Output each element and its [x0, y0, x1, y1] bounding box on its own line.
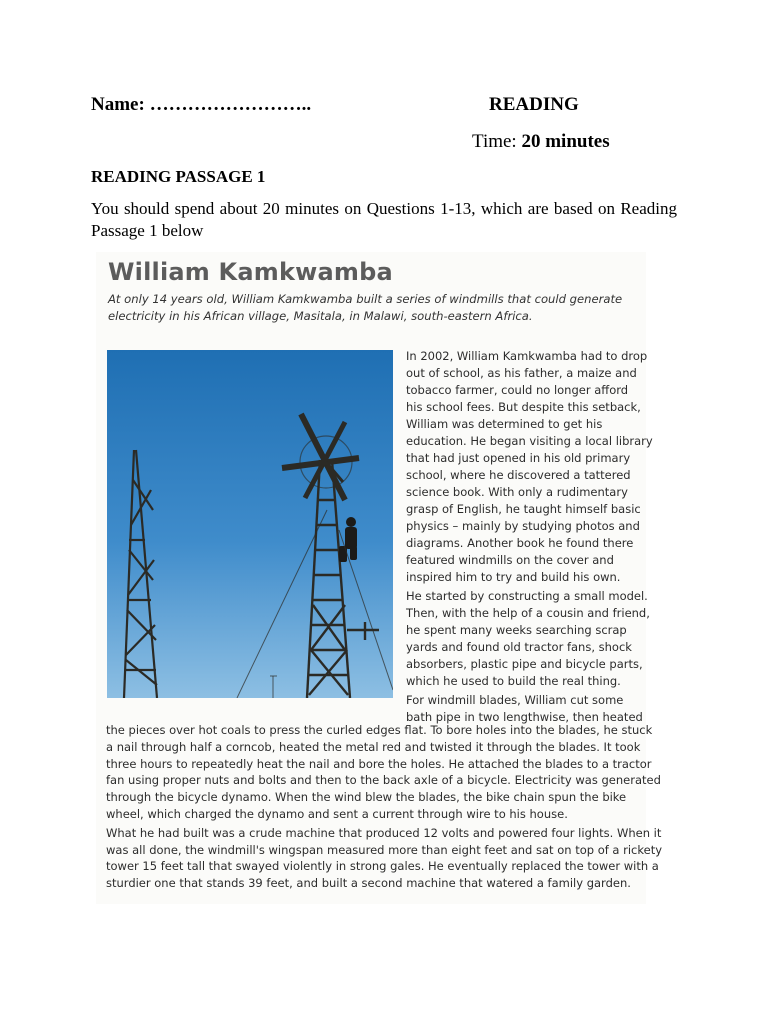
article-title: William Kamkwamba — [108, 258, 393, 286]
article-lead — [108, 291, 623, 325]
text-line: which he used to build the real thing. — [406, 674, 621, 688]
paragraph — [406, 588, 650, 690]
text-line: science book. With only a rudimentary — [406, 485, 628, 499]
instructions-text: You should spend about 20 minutes on Questions 1-13, which are based on Reading Passage 1 below — [91, 199, 677, 240]
time-limit — [472, 131, 610, 153]
lead-line: electricity in his African village, Masitala, in Malawi, south-eastern Africa. — [108, 309, 533, 323]
article-scan — [96, 252, 663, 904]
text-line: Then, with the help of a cousin and friend, — [406, 606, 650, 620]
text-line: In 2002, William Kamkwamba had to drop — [406, 349, 648, 363]
text-line: tobacco farmer, could no longer afford — [406, 383, 629, 397]
text-line: the pieces over hot coals to press the curled edges flat. To bore holes into the blades, he stuck — [106, 723, 653, 737]
paragraph — [406, 692, 644, 726]
text-line: he spent many weeks searching scrap — [406, 623, 627, 637]
text-line: out of school, as his father, a maize and — [406, 366, 637, 380]
text-line: fan using proper nuts and bolts and then to the back axle of a bicycle. Electricity was generated — [106, 773, 661, 788]
text-line: inspired him to try and build his own. — [406, 570, 621, 584]
text-line: featured windmills on the cover and — [406, 553, 614, 567]
paragraph — [406, 348, 653, 586]
paragraph — [106, 722, 661, 823]
text-line: that had just opened in his old primary — [406, 451, 631, 465]
text-line: diagrams. Another book he found there — [406, 536, 634, 550]
name-field-label — [91, 94, 311, 116]
text-line: sturdier one that stands 39 feet, and built a second machine that watered a family garden. — [106, 876, 631, 891]
paragraph — [106, 825, 663, 892]
windmill-photo — [107, 350, 393, 698]
text-line: He started by constructing a small model. — [406, 589, 648, 603]
time-label: Time: — [472, 131, 517, 152]
text-line: through the bicycle dynamo. When the wind blew the blades, the bike chain spun the bike — [106, 790, 627, 805]
text-line: What he had built was a crude machine that produced 12 volts and powered four lights. When it — [106, 825, 662, 840]
column-text — [406, 348, 653, 726]
text-line: his school fees. But despite this setback, — [406, 400, 641, 414]
text-line: William was determined to get his — [406, 417, 603, 431]
text-line: bath pipe in two lengthwise, then heated — [406, 710, 643, 724]
text-line: physics – mainly by studying photos and — [406, 519, 640, 533]
passage-heading: READING PASSAGE 1 — [91, 167, 266, 186]
text-line: was all done, the windmill's wingspan measured more than eight feet and sat on top of a rickety — [106, 842, 663, 857]
lead-line: At only 14 years old, William Kamkwamba built a series of windmills that could generate — [108, 292, 623, 306]
text-line: three hours to repeatedly heat the nail and bore the holes. He attached the blades to a tractor — [106, 756, 652, 771]
text-line: education. He began visiting a local library — [406, 434, 653, 448]
text-line: grasp of English, he taught himself basic — [406, 502, 641, 516]
text-line: For windmill blades, William cut some — [406, 693, 624, 707]
time-value: 20 minutes — [521, 131, 610, 152]
text-line: a nail through half a corncob, heated the metal red and twisted it through the blades. It took — [106, 739, 641, 754]
full-width-text — [106, 722, 663, 894]
text-line: school, where he discovered a tattered — [406, 468, 631, 482]
section-title: READING — [489, 94, 579, 115]
name-blank: …………………….. — [149, 94, 312, 115]
text-line: tower 15 feet tall that swayed violently in strong gales. He eventually replaced the tower with a — [106, 859, 659, 874]
text-line: absorbers, plastic pipe and bicycle parts, — [406, 657, 643, 671]
text-line: wheel, which charged the dynamo and sent a current through wire to his house. — [106, 806, 568, 821]
text-line: yards and found old tractor fans, shock — [406, 640, 632, 654]
name-label: Name: — [91, 94, 145, 115]
